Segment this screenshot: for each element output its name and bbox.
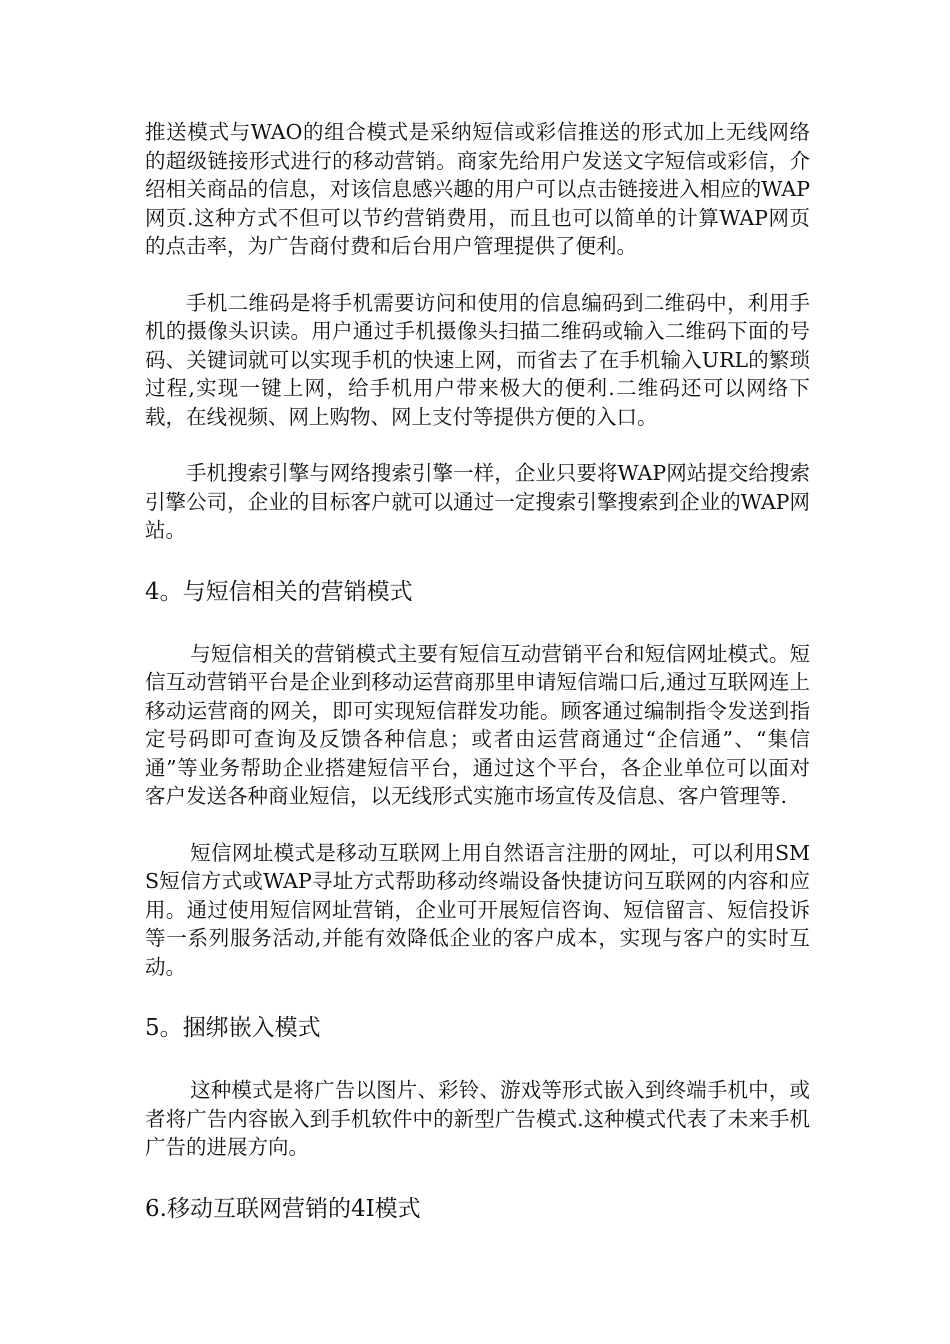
paragraph-sms-url: 短信网址模式是移动互联网上用自然语言注册的网址，可以利用SMS短信方式或WAP寻址方式帮助移动终端设备快捷访问互联网的内容和应用。通过使用短信网址营销，企业可开展短信咨询、短信留言、短信投诉等一系列服务活动,并能有效降低企业的客户成本，实现与客户的实时互动。 [145,840,810,979]
paragraph-push-wap-mode: 推送模式与WAO的组合模式是采纳短信或彩信推送的形式加上无线网络的超级链接形式进行的移动营销。商家先给用户发送文字短信或彩信，介绍相关商品的信息，对该信息感兴趣的用户可以点击链接进入相应的WAP网页.这种方式不但可以节约营销费用，而且也可以简单的计算WAP网页的点击率，为广告商付费和后台用户管理提供了便利。 [145,120,810,258]
paragraph-qr-code: 手机二维码是将手机需要访问和使用的信息编码到二维码中，利用手机的摄像头识读。用户通过手机摄像头扫描二维码或输入二维码下面的号码、关键词就可以实现手机的快速上网，而省去了在手机输入URL的繁琐过程,实现一键上网，给手机用户带来极大的便利.二维码还可以网络下载，在线视频、网上购物、网上支付等提供方便的入口。 [145,290,810,429]
section-heading-4i-mode: 6.移动互联网营销的4I模式 [145,1195,421,1222]
paragraph-sms-platform: 与短信相关的营销模式主要有短信互动营销平台和短信网址模式。短信互动营销平台是企业到移动运营商那里申请短信端口后,通过互联网连上移动运营商的网关，即可实现短信群发功能。顾客通过编制指令发送到指定号码即可查询及反馈各种信息；或者由运营商通过“企信通”、“集信通”等业务帮助企业搭建短信平台，通过这个平台，各企业单位可以面对客户发送各种商业短信，以无线形式实施市场宣传及信息、客户管理等. [145,641,810,808]
paragraph-mobile-search: 手机搜索引擎与网络搜索引擎一样，企业只要将WAP网站提交给搜索引擎公司，企业的目标客户就可以通过一定搜索引擎搜索到企业的WAP网站。 [145,461,810,542]
section-heading-bundled-embedding: 5。捆绑嵌入模式 [145,1015,321,1041]
section-heading-sms-marketing: 4。与短信相关的营销模式 [145,578,413,605]
document-page [145,118,810,1224]
paragraph-embedded-ads: 这种模式是将广告以图片、彩铃、游戏等形式嵌入到终端手机中，或者将广告内容嵌入到手机软件中的新型广告模式.这种模式代表了未来手机广告的进展方向。 [145,1078,810,1159]
